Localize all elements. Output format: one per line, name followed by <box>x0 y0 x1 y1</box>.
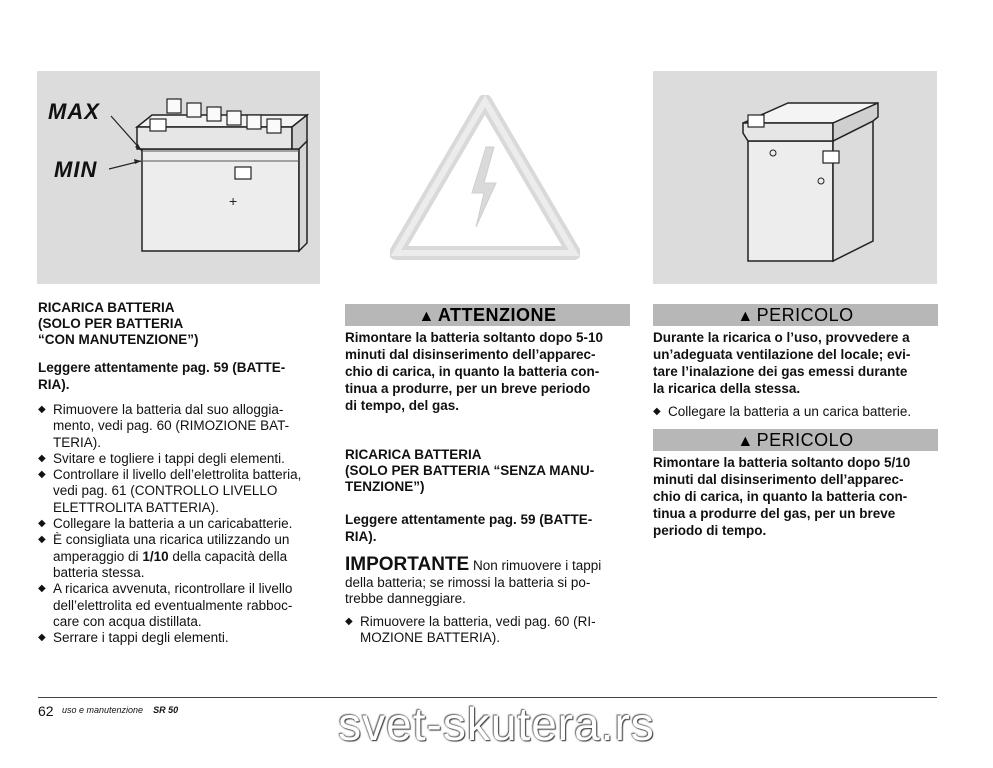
min-label: MIN <box>54 157 98 182</box>
section-heading-1: RICARICA BATTERIA (SOLO PER BATTERIA “CON MANUTENZIONE”) <box>38 300 199 347</box>
section-heading-2: RICARICA BATTERIA (SOLO PER BATTERIA “SENZA MANU- TENZIONE”) <box>345 447 595 494</box>
list-item: ◆ Collegare la batteria a un carica batterie. <box>653 404 938 420</box>
footer-section: uso e manutenzione SR 50 <box>62 705 179 715</box>
danger-banner-1 <box>653 304 938 326</box>
instruction-list-3 <box>653 404 938 420</box>
read-note-2: Leggere attentamente pag. 59 (BATTE- RIA). <box>345 512 593 544</box>
max-label: MAX <box>48 99 100 124</box>
instruction-list-1 <box>38 402 323 646</box>
danger-text-2: Rimontare la batteria soltanto dopo 5/10 minuti dal disinserimento dell’apparec- chio di carica, in quanto la batteria con- tinua a produrre del gas, per un breve periodo di tempo. <box>653 455 911 539</box>
warning-banner <box>345 304 630 326</box>
danger-icon: ▲ <box>737 308 754 325</box>
important-label: IMPORTANTE <box>345 554 470 575</box>
battery-levels-figure <box>37 71 320 284</box>
page-number: 62 <box>38 703 54 719</box>
column-1 <box>38 300 323 646</box>
column-2 <box>345 304 630 646</box>
plus-sign: + <box>229 193 238 209</box>
danger-title: PERICOLO <box>756 305 854 325</box>
footer-model: SR 50 <box>153 705 179 715</box>
list-item: ◆ Controllare il livello dell’elettrolita batteria, vedi pag. 61 (CONTROLLO LIVELLO ELETTROLITA BATTERIA). <box>38 467 323 516</box>
danger-text-1: Durante la ricarica o l’uso, provvedere a un’adeguata ventilazione del locale; evi- tare l’inalazione dei gas emessi durante la ricarica della stessa. <box>653 330 911 396</box>
warning-icon: ▲ <box>418 308 435 325</box>
column-3 <box>653 304 938 539</box>
warning-title: ATTENZIONE <box>437 305 557 325</box>
danger-title: PERICOLO <box>756 430 854 451</box>
list-item: ◆ A ricarica avvenuta, ricontrollare il livello dell’elettrolita ed eventualmente rabboc- care con acqua distillata. <box>38 581 323 630</box>
list-item: ◆ Svitare e togliere i tappi degli elementi. <box>38 451 323 467</box>
instruction-list-2 <box>345 614 630 647</box>
warning-text: Rimontare la batteria soltanto dopo 5-10 minuti dal disinserimento dell’apparec- chio di carica, in quanto la batteria con- tinua a produrre, per un breve periodo di tempo, del gas. <box>345 330 604 413</box>
list-item: ◆ Rimuovere la batteria, vedi pag. 60 (RI- MOZIONE BATTERIA). <box>345 614 630 647</box>
sealed-battery-figure <box>653 71 937 284</box>
watermark: svet-skutera.rs <box>338 698 655 750</box>
list-item: ◆ È consigliata una ricarica utilizzando un amperaggio di 1/10 della capacità della batteria stessa. <box>38 532 323 581</box>
electric-hazard-icon <box>390 95 580 260</box>
read-note-1: Leggere attentamente pag. 59 (BATTE- RIA). <box>38 360 286 392</box>
list-item: ◆ Rimuovere la batteria dal suo alloggia- mento, vedi pag. 60 (RIMOZIONE BAT- TERIA). <box>38 402 323 451</box>
danger-icon: ▲ <box>737 433 754 451</box>
danger-banner-2 <box>653 429 938 451</box>
important-note: IMPORTANTE Non rimuovere i tappi della batteria; se rimossi la batteria si po- trebbe danneggiare. <box>345 554 602 606</box>
list-item: ◆ Serrare i tappi degli elementi. <box>38 630 323 646</box>
list-item: ◆ Collegare la batteria a un caricabatterie. <box>38 516 323 532</box>
